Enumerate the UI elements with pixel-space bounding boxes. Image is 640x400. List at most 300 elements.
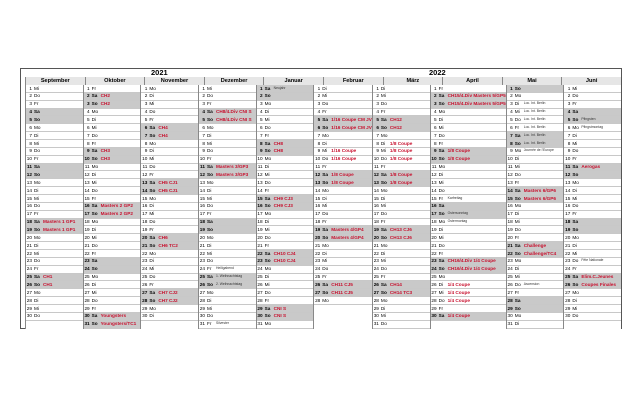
day-number: 22: [199, 250, 205, 256]
weekday-label: Sa: [264, 140, 271, 146]
day-number: 25: [431, 274, 437, 280]
day-number: 18: [84, 219, 90, 225]
day-number: 6: [376, 124, 379, 130]
weekday-label: Mo: [438, 274, 446, 280]
day-number: 25: [26, 274, 32, 280]
event-label: 1/8 Coupe: [447, 148, 470, 154]
weekday-label: Mo: [34, 179, 41, 185]
weekday-label: Mi: [149, 101, 155, 107]
weekday-label: So: [264, 93, 271, 99]
event-label: Masters 1 GP1: [43, 219, 76, 225]
day-number: 16: [199, 203, 205, 209]
weekday-label: Do: [34, 313, 40, 319]
day-number: 12: [431, 171, 437, 177]
weekday-label: Fr: [149, 116, 154, 122]
weekday-label: Do: [572, 313, 579, 319]
weekday-label: Di: [380, 140, 386, 146]
day-number: 28: [84, 297, 90, 303]
day-number: 16: [431, 203, 437, 209]
weekday-label: So: [149, 187, 156, 193]
day-number: 11: [84, 164, 90, 170]
weekday-label: Do: [380, 101, 387, 107]
weekday-label: Do: [264, 289, 271, 295]
day-number: 29: [565, 305, 571, 311]
day-number: 11: [431, 164, 437, 170]
weekday-label: Do: [438, 132, 445, 138]
month-header: November: [144, 77, 204, 85]
weekday-label: Di: [206, 242, 212, 248]
day-number: 18: [199, 219, 205, 225]
weekday-label: Mi: [34, 250, 39, 256]
day-number: 7: [317, 132, 321, 138]
day-cell: [84, 321, 141, 329]
day-number: 18: [431, 219, 437, 225]
day-number: 22: [315, 250, 321, 256]
weekday-label: So: [91, 211, 98, 217]
day-number: 3: [260, 101, 263, 107]
event-label: CH13 CJ6: [389, 226, 412, 232]
day-number: 29: [507, 305, 513, 311]
weekday-label: Mi: [264, 116, 270, 122]
event-label: CH13 CJ6: [389, 234, 412, 240]
day-number: 13: [142, 179, 148, 185]
weekday-label: So: [572, 226, 579, 232]
event-label: CNI S: [273, 305, 287, 311]
weekday-label: Sa: [438, 203, 445, 209]
day-number: 21: [142, 242, 148, 248]
event-label: CH12: [389, 116, 402, 122]
day-number: 23: [565, 258, 571, 264]
day-number: 23: [507, 258, 513, 264]
day-number: 31: [507, 321, 513, 327]
event-label: 1/4 Coupe: [447, 289, 470, 295]
day-number: 3: [376, 101, 379, 107]
day-number: 14: [26, 187, 32, 193]
weekday-label: So: [264, 313, 271, 319]
weekday-label: Di: [322, 140, 327, 146]
day-number: 22: [142, 250, 148, 256]
day-number: 7: [144, 132, 148, 138]
weekday-label: Fr: [514, 289, 520, 295]
day-cell: [564, 321, 621, 329]
weekday-label: Fr: [380, 219, 386, 225]
weekday-label: Do: [572, 93, 579, 99]
weekday-label: Mi: [438, 234, 444, 240]
calendar-grid: [25, 85, 621, 329]
weekday-label: Mi: [322, 93, 328, 99]
weekday-label: Sa: [264, 85, 271, 91]
weekday-label: Di: [380, 250, 386, 256]
day-cell: [141, 321, 198, 329]
weekday-label: Mo: [149, 85, 156, 91]
day-number: 20: [431, 234, 437, 240]
weekday-label: Mo: [34, 289, 41, 295]
weekday-label: Mo: [264, 266, 272, 272]
weekday-label: Sa: [322, 281, 329, 287]
weekday-label: Mi: [572, 140, 578, 146]
event-label: CH10 CJ4: [273, 258, 296, 264]
weekday-label: Fr: [572, 101, 577, 107]
weekday-label: Sa: [206, 274, 213, 280]
day-number: 24: [315, 266, 321, 272]
weekday-label: Sa: [572, 219, 579, 225]
day-number: 3: [202, 101, 205, 107]
day-cell: [141, 313, 198, 321]
day-number: 13: [26, 179, 32, 185]
day-number: 10: [142, 156, 148, 162]
weekday-label: Di: [149, 258, 154, 264]
weekday-label: Do: [514, 116, 521, 122]
day-number: 2: [510, 93, 513, 99]
day-number: 26: [142, 281, 148, 287]
event-label: 1/8 Coupe: [389, 148, 413, 154]
weekday-label: Di: [91, 281, 97, 287]
day-number: 28: [507, 297, 513, 303]
weekday-label: Mi: [91, 234, 97, 240]
day-number: 30: [565, 313, 571, 319]
event-label: CH4: [158, 132, 168, 138]
weekday-label: Mi: [34, 140, 39, 146]
day-number: 8: [376, 140, 379, 146]
weekday-label: Mo: [149, 140, 156, 146]
weekday-label: So: [380, 179, 387, 185]
day-number: 9: [433, 148, 437, 154]
weekday-label: Fr: [438, 85, 444, 91]
weekday-label: Mo: [264, 156, 272, 162]
weekday-label: Fr: [206, 101, 212, 107]
weekday-label: Do: [380, 321, 387, 327]
weekday-label: Mi: [572, 250, 578, 256]
weekday-label: Fr: [91, 140, 97, 146]
day-number: 2: [433, 93, 437, 99]
event-label: CH3: [100, 148, 111, 154]
weekday-label: Mo: [91, 164, 99, 170]
day-number: 1: [567, 85, 571, 91]
day-number: 30: [373, 313, 379, 319]
day-number: 3: [567, 101, 571, 107]
month-header: September: [25, 77, 85, 85]
day-number: 28: [142, 297, 148, 303]
day-cell: [26, 321, 83, 329]
weekday-label: Fr: [34, 211, 39, 217]
weekday-label: Di: [322, 85, 327, 91]
weekday-label: So: [514, 85, 521, 91]
day-number: 8: [87, 140, 90, 146]
weekday-label: Mi: [264, 281, 270, 287]
event-label: Coupes Finales: [581, 281, 616, 287]
event-label: 1/8 Coupe: [447, 156, 470, 162]
month-header: Januar: [263, 77, 323, 85]
day-number: 29: [199, 305, 205, 311]
weekday-label: Mi: [264, 226, 270, 232]
weekday-label: Do: [264, 234, 271, 240]
weekday-label: Mo: [514, 313, 522, 319]
weekday-label: Do: [264, 124, 271, 130]
day-number: 30: [257, 313, 263, 319]
weekday-label: Mo: [514, 203, 522, 209]
weekday-label: Sa: [322, 171, 329, 177]
day-number: 13: [565, 179, 571, 185]
event-label: CH9 CJ3: [273, 203, 293, 209]
day-number: 28: [565, 297, 571, 303]
year-2022-label: 2022: [429, 68, 446, 77]
day-number: 29: [84, 305, 90, 311]
weekday-label: Do: [206, 203, 213, 209]
day-number: 9: [144, 148, 148, 154]
day-number: 4: [376, 109, 379, 115]
weekday-label: Fr: [322, 219, 327, 225]
day-number: 21: [84, 242, 90, 248]
weekday-label: Sa: [206, 109, 213, 115]
weekday-label: Sa: [91, 258, 98, 264]
day-number: 19: [142, 226, 148, 232]
weekday-label: Di: [34, 297, 39, 303]
month-header: Februar: [323, 77, 383, 85]
month-column: [198, 85, 256, 329]
day-number: 13: [431, 179, 437, 185]
weekday-label: Fr: [438, 195, 444, 201]
day-number: 30: [199, 313, 205, 319]
day-number: 27: [315, 289, 321, 295]
day-number: 24: [507, 266, 513, 272]
day-number: 10: [565, 156, 571, 162]
weekday-label: Sa: [514, 242, 521, 248]
day-number: 26: [26, 281, 32, 287]
day-number: 8: [567, 140, 571, 146]
day-number: 18: [315, 219, 321, 225]
day-number: 29: [142, 305, 148, 311]
day-number: 2: [376, 93, 379, 99]
event-label: Loc. Int. Berlin: [523, 116, 546, 121]
weekday-label: So: [91, 156, 98, 162]
day-number: 19: [373, 226, 379, 232]
weekday-label: Do: [514, 281, 521, 287]
event-label: Masters 4/GP4: [331, 226, 364, 232]
weekday-label: Di: [91, 116, 97, 122]
day-number: 29: [257, 305, 263, 311]
weekday-label: Do: [34, 148, 40, 154]
day-number: 14: [142, 187, 148, 193]
day-number: 12: [373, 171, 379, 177]
event-label: Ostersonntag: [447, 211, 468, 216]
weekday-label: Do: [322, 211, 329, 217]
day-number: 5: [144, 116, 148, 122]
weekday-label: Fr: [149, 281, 154, 287]
day-number: 6: [567, 124, 571, 130]
weekday-label: Mi: [264, 171, 270, 177]
event-label: CH14: [389, 281, 402, 287]
weekday-label: Fr: [91, 85, 97, 91]
weekday-label: Fr: [572, 211, 577, 217]
day-number: 17: [507, 211, 513, 217]
weekday-label: Fr: [514, 124, 520, 130]
day-number: 21: [507, 242, 513, 248]
weekday-label: Mo: [91, 274, 99, 280]
day-number: 26: [431, 281, 437, 287]
weekday-label: Mi: [91, 124, 97, 130]
day-number: 12: [142, 171, 148, 177]
weekday-label: Mo: [572, 234, 579, 240]
weekday-label: Fr: [206, 321, 212, 327]
day-number: 9: [29, 148, 32, 154]
day-number: 14: [431, 187, 437, 193]
day-number: 17: [373, 211, 379, 217]
event-label: Ostermontag: [447, 219, 468, 224]
day-number: 11: [200, 164, 205, 170]
weekday-label: Di: [514, 101, 520, 107]
weekday-label: So: [264, 148, 271, 154]
month-column: [506, 85, 564, 329]
day-number: 25: [565, 274, 571, 280]
weekday-label: So: [514, 140, 521, 146]
weekday-label: Sa: [34, 219, 40, 225]
day-number: 18: [507, 219, 513, 225]
day-number: 30: [84, 313, 90, 319]
weekday-label: Mo: [149, 305, 156, 311]
event-label: 1/8 Coupe: [389, 171, 413, 177]
day-cell: [431, 313, 506, 321]
day-number: 31: [84, 321, 90, 327]
weekday-label: Mi: [206, 140, 212, 146]
month-header: März: [383, 77, 443, 85]
weekday-label: Sa: [149, 234, 156, 240]
day-number: 28: [431, 297, 437, 303]
day-number: 7: [202, 132, 205, 138]
day-number: 5: [87, 116, 90, 122]
event-label: CNI S: [273, 313, 287, 319]
weekday-label: So: [380, 234, 387, 240]
day-number: 22: [26, 250, 32, 256]
day-number: 4: [567, 109, 571, 115]
day-number: 7: [29, 132, 32, 138]
day-number: 31: [373, 321, 379, 327]
weekday-label: Do: [149, 274, 156, 280]
weekday-label: Fr: [206, 266, 212, 272]
day-number: 8: [433, 140, 437, 146]
weekday-label: Fr: [264, 187, 270, 193]
day-number: 27: [507, 289, 513, 295]
weekday-label: Mo: [438, 109, 446, 115]
weekday-label: Fr: [264, 132, 270, 138]
weekday-label: Sa: [149, 289, 156, 295]
weekday-label: So: [34, 226, 40, 232]
day-number: 4: [87, 109, 90, 115]
day-number: 27: [565, 289, 571, 295]
event-label: Loc. Int. Berlin: [523, 124, 546, 129]
weekday-label: So: [438, 211, 445, 217]
day-number: 26: [565, 281, 571, 287]
day-number: 25: [142, 274, 148, 280]
day-number: 6: [317, 124, 321, 130]
event-label: Masters 2 GP2: [100, 211, 133, 217]
month-column: [256, 85, 314, 329]
month-column: [83, 85, 141, 329]
weekday-label: Fr: [149, 171, 154, 177]
day-number: 27: [373, 289, 379, 295]
weekday-label: Sa: [264, 250, 271, 256]
event-label: CH1: [43, 281, 53, 287]
day-number: 8: [202, 140, 205, 146]
day-number: 27: [84, 289, 90, 295]
event-label: Journée de l'Europe: [523, 148, 554, 153]
day-number: 15: [84, 195, 90, 201]
day-number: 18: [257, 219, 263, 225]
weekday-label: Do: [322, 156, 329, 162]
weekday-label: Di: [206, 132, 212, 138]
day-number: 2: [317, 93, 321, 99]
event-label: 1/8 Coupe: [331, 179, 354, 185]
weekday-label: Sa: [572, 274, 579, 280]
day-number: 17: [199, 211, 205, 217]
weekday-label: Do: [91, 132, 98, 138]
day-number: 16: [373, 203, 379, 209]
day-number: 2: [202, 93, 205, 99]
event-label: Challenge/TC4: [523, 250, 557, 256]
weekday-label: Mo: [322, 297, 329, 303]
day-number: 26: [315, 281, 321, 287]
weekday-label: So: [322, 289, 329, 295]
weekday-label: Sa: [380, 281, 387, 287]
weekday-label: So: [149, 297, 156, 303]
day-number: 2: [144, 93, 148, 99]
weekday-label: So: [206, 226, 213, 232]
event-label: Pfingstmontag: [581, 124, 604, 129]
day-number: 17: [431, 211, 437, 217]
day-number: 27: [431, 289, 437, 295]
weekday-label: So: [149, 242, 156, 248]
day-number: 3: [29, 101, 32, 107]
weekday-label: So: [322, 124, 329, 130]
weekday-label: Do: [380, 211, 387, 217]
day-number: 14: [199, 187, 205, 193]
weekday-label: Mo: [572, 179, 579, 185]
weekday-label: Di: [91, 171, 97, 177]
weekday-label: Di: [438, 226, 444, 232]
day-number: 30: [142, 313, 148, 319]
weekday-label: Mi: [322, 203, 328, 209]
weekday-label: Di: [514, 321, 520, 327]
day-number: 24: [257, 266, 263, 272]
day-number: 5: [567, 116, 571, 122]
day-number: 5: [317, 116, 321, 122]
weekday-label: Di: [572, 132, 577, 138]
weekday-label: So: [514, 305, 521, 311]
weekday-label: So: [572, 281, 579, 287]
weekday-label: So: [438, 156, 445, 162]
day-number: 6: [87, 124, 90, 130]
weekday-label: Mo: [380, 242, 388, 248]
day-number: 8: [260, 140, 263, 146]
weekday-label: Do: [206, 258, 213, 264]
weekday-label: Mo: [438, 164, 446, 170]
month-header: Juni: [561, 77, 621, 85]
weekday-label: Di: [380, 195, 386, 201]
weekday-label: Sa: [572, 164, 579, 170]
weekday-label: Fr: [91, 305, 97, 311]
weekday-label: Di: [380, 305, 386, 311]
day-cell: [373, 321, 430, 329]
day-cell: [199, 321, 256, 329]
day-number: 14: [565, 187, 571, 193]
weekday-label: Do: [206, 313, 213, 319]
weekday-label: Mi: [322, 258, 328, 264]
weekday-label: So: [91, 266, 98, 272]
day-number: 27: [257, 289, 263, 295]
day-number: 12: [26, 171, 32, 177]
day-cell: [431, 321, 506, 329]
weekday-label: Mi: [34, 305, 39, 311]
weekday-label: Mo: [264, 101, 272, 107]
